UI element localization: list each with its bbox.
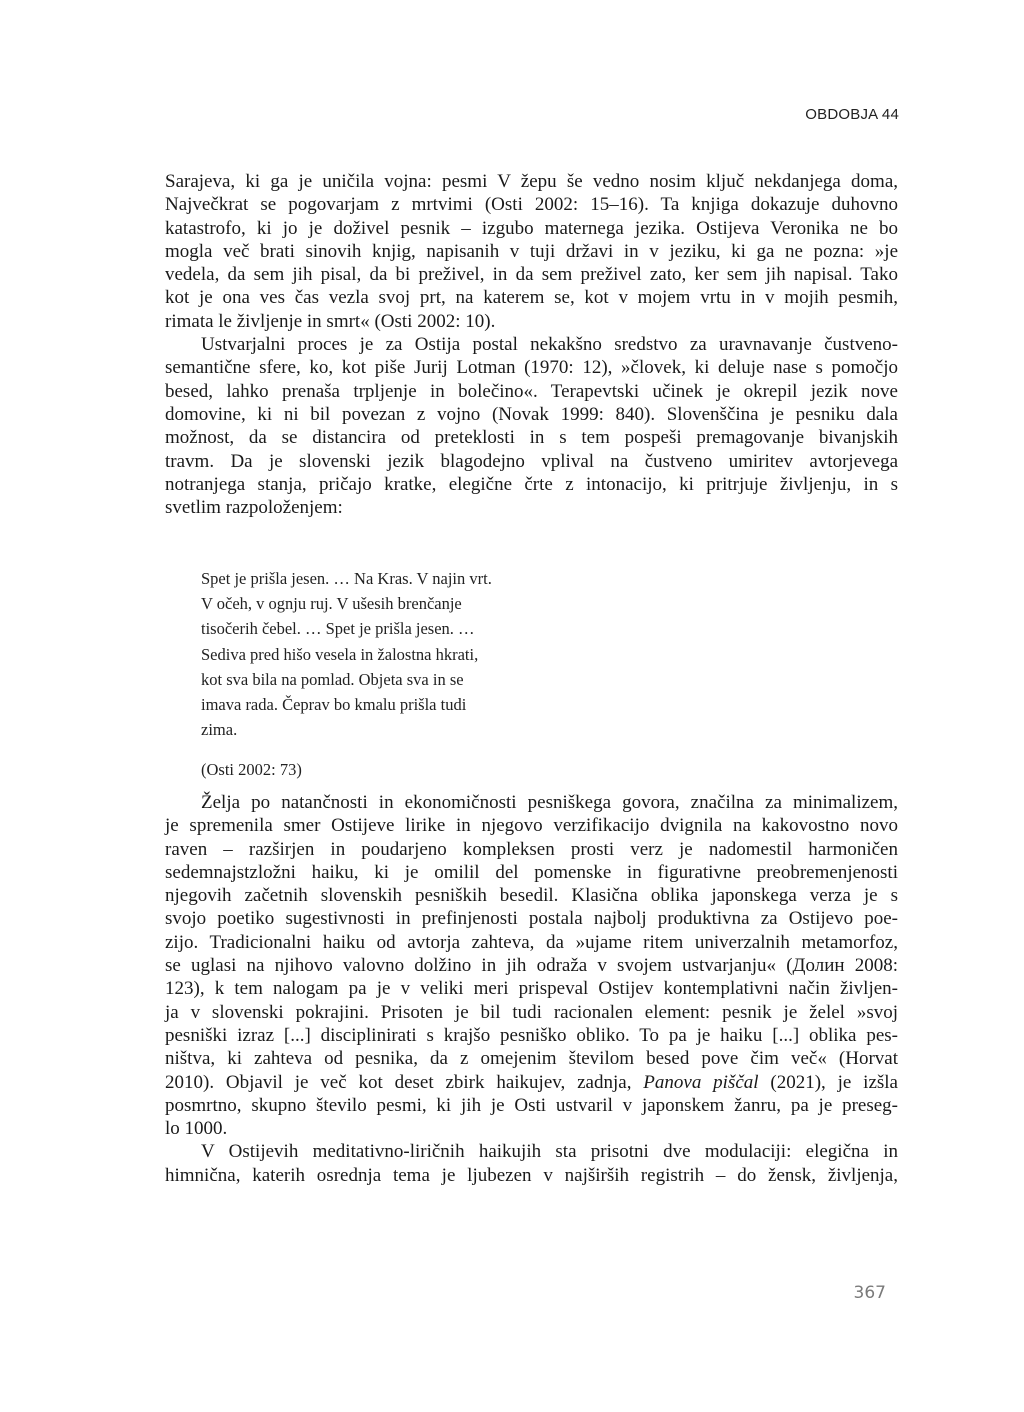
paragraph-1 — [165, 170, 898, 333]
body-text-bottom — [165, 791, 898, 1187]
text-line: V Ostijevih meditativno-liričnih haikujih sta prisotni dve modulaciji: elegična in — [201, 1141, 898, 1163]
text-line: Želja po natančnosti in ekonomičnosti pesniškega govora, značilna za minimalizem, — [201, 792, 898, 813]
text-fragment: (2021), je izšla — [758, 1071, 898, 1093]
text-line: je spremenila smer Ostijeve lirike in njegovo verzifikacijo dvignila na kakovostno novo — [165, 815, 898, 837]
text-line: zijo. Tradicionalni haiku od avtorja zahteva, da »ujame ritem univerzalnih metamorfoz, — [165, 931, 898, 953]
text-line: posmrtno, skupno število pesmi, ki jih je Osti ustvaril v japonskem žanru, pa je preseg- — [165, 1094, 898, 1116]
paragraph-3 — [165, 791, 898, 1140]
text-line: raven – razširjen in poudarjeno kompleksen prosti verz je nadomestil harmoničen — [165, 838, 898, 860]
text-line: semantične sfere, ko, kot piše Jurij Lotman (1970: 12), »človek, ki deluje nase s pomočjo — [165, 357, 898, 379]
text-line: kot je ona ves čas vezla svoj prt, na katerem se, kot v mojem vrtu in v mojih pesmih, — [165, 287, 898, 309]
text-line: katastrofo, ki jo je doživel pesnik – izgubo maternega jezika. Ostijeva Veronika ne bo — [165, 217, 898, 239]
body-text-top — [165, 170, 898, 519]
text-line: lo 1000. — [165, 1118, 228, 1140]
poem-line: Sediva pred hišo vesela in žalostna hkrati, — [201, 644, 479, 664]
text-line: ništva, ki zahteva od pesnika, da z omejenim številom besed pove čim več« (Horvat — [165, 1048, 898, 1070]
text-line: besed, lahko prenaša trpljenje in bolečino«. Terapevtski učinek je okrepil jezik nove — [165, 380, 898, 402]
poem-line: tisočerih čebel. … Spet je prišla jesen. … — [201, 619, 475, 639]
text-line: sedemnajstzložni haiku, ki je omilil del pomenske in figurativne preobremenjenosti — [165, 861, 898, 883]
text-line: se uglasi na njihovo valovno dolžino in jih odraža v svojem ustvarjanju« (Долин 2008: — [165, 955, 898, 977]
text-line: Sarajeva, ki ga je uničila vojna: pesmi V žepu še vedno nosim ključ nekdanjega doma, — [165, 171, 898, 192]
poem-line: kot sva bila na pomlad. Objeta sva in se — [201, 669, 464, 689]
text-line: rimata le življenje in smrt« (Osti 2002: 10). — [165, 310, 496, 332]
text-line: Največkrat se pogovarjam z mrtvimi (Osti 2002: 15–16). Ta knjiga dokazuje duhovno — [165, 194, 898, 216]
paragraph-2 — [165, 333, 898, 519]
text-line: Ustvarjalni proces je za Ostija postal nekakšno sredstvo za uravnavanje čustveno- — [201, 334, 898, 356]
text-line: travm. Da je slovenski jezik blagodejno vplival na čustveno umiritev avtorjevega — [165, 450, 898, 472]
poem-line: zima. — [201, 720, 238, 740]
text-line: mogla več brati sinovih knjig, napisanih v tuji državi in v jeziku, ki ga ne pozna: »je — [165, 240, 898, 262]
text-line: ja v slovenski pokrajini. Prisoten je bil tudi racionalen element: pesnik je želel »svoj — [165, 1001, 898, 1023]
poem-citation: (Osti 2002: 73) — [201, 760, 302, 779]
text-line: himnična, katerih osrednja tema je ljubezen v najširših registrih – do žensk, življenja, — [165, 1164, 898, 1186]
poem-line: V očeh, v ognju ruj. V ušesih brenčanje — [201, 594, 462, 614]
text-line: svetlim razpoloženjem: — [165, 497, 343, 519]
text-line: notranjega stanja, pričajo kratke, elegične črte z intonacijo, ki pritrjuje življenju, in s — [165, 473, 898, 495]
block-quote-poem — [201, 566, 492, 742]
poem-line: Spet je prišla jesen. … Na Kras. V najin vrt. — [201, 569, 492, 588]
text-line: možnost, da se distancira od preteklosti in s tem pospeši premagovanje bivanjskih — [165, 427, 898, 449]
paragraph-4 — [165, 1140, 898, 1187]
text-line-with-title — [165, 1071, 898, 1094]
poem-line: imava rada. Čeprav bo kmalu prišla tudi — [201, 695, 467, 715]
book-title: Panova piščal — [643, 1071, 759, 1093]
text-line: njegovih začetnih slovenskih pesniških besedil. Klasična oblika japonskega verza je s — [165, 885, 898, 907]
running-head: OBDOBJA 44 — [805, 106, 899, 123]
page-number: 367 — [853, 1283, 886, 1303]
text-line: pesniški izraz [...] disciplinirati s krajšo pesniško obliko. To pa je haiku [...] oblika pes- — [165, 1024, 898, 1046]
text-line: svojo poetiko sugestivnosti in prefinjenosti postala najbolj produktivna za Ostijevo poe- — [165, 908, 898, 930]
text-line: domovine, ki ni bil povezan z vojno (Novak 1999: 840). Slovenščina je pesniku dala — [165, 403, 898, 425]
text-fragment: 2010). Objavil je več kot deset zbirk haikujev, zadnja, — [165, 1071, 644, 1093]
text-line: vedela, da sem jih pisal, da bi preživel, in da sem preživel zato, ker sem jih napisal. Tako — [165, 264, 898, 286]
text-line: 123), k tem nalogam pa je v veliki meri prispeval Ostijev kontemplativni način življen- — [165, 978, 898, 1000]
